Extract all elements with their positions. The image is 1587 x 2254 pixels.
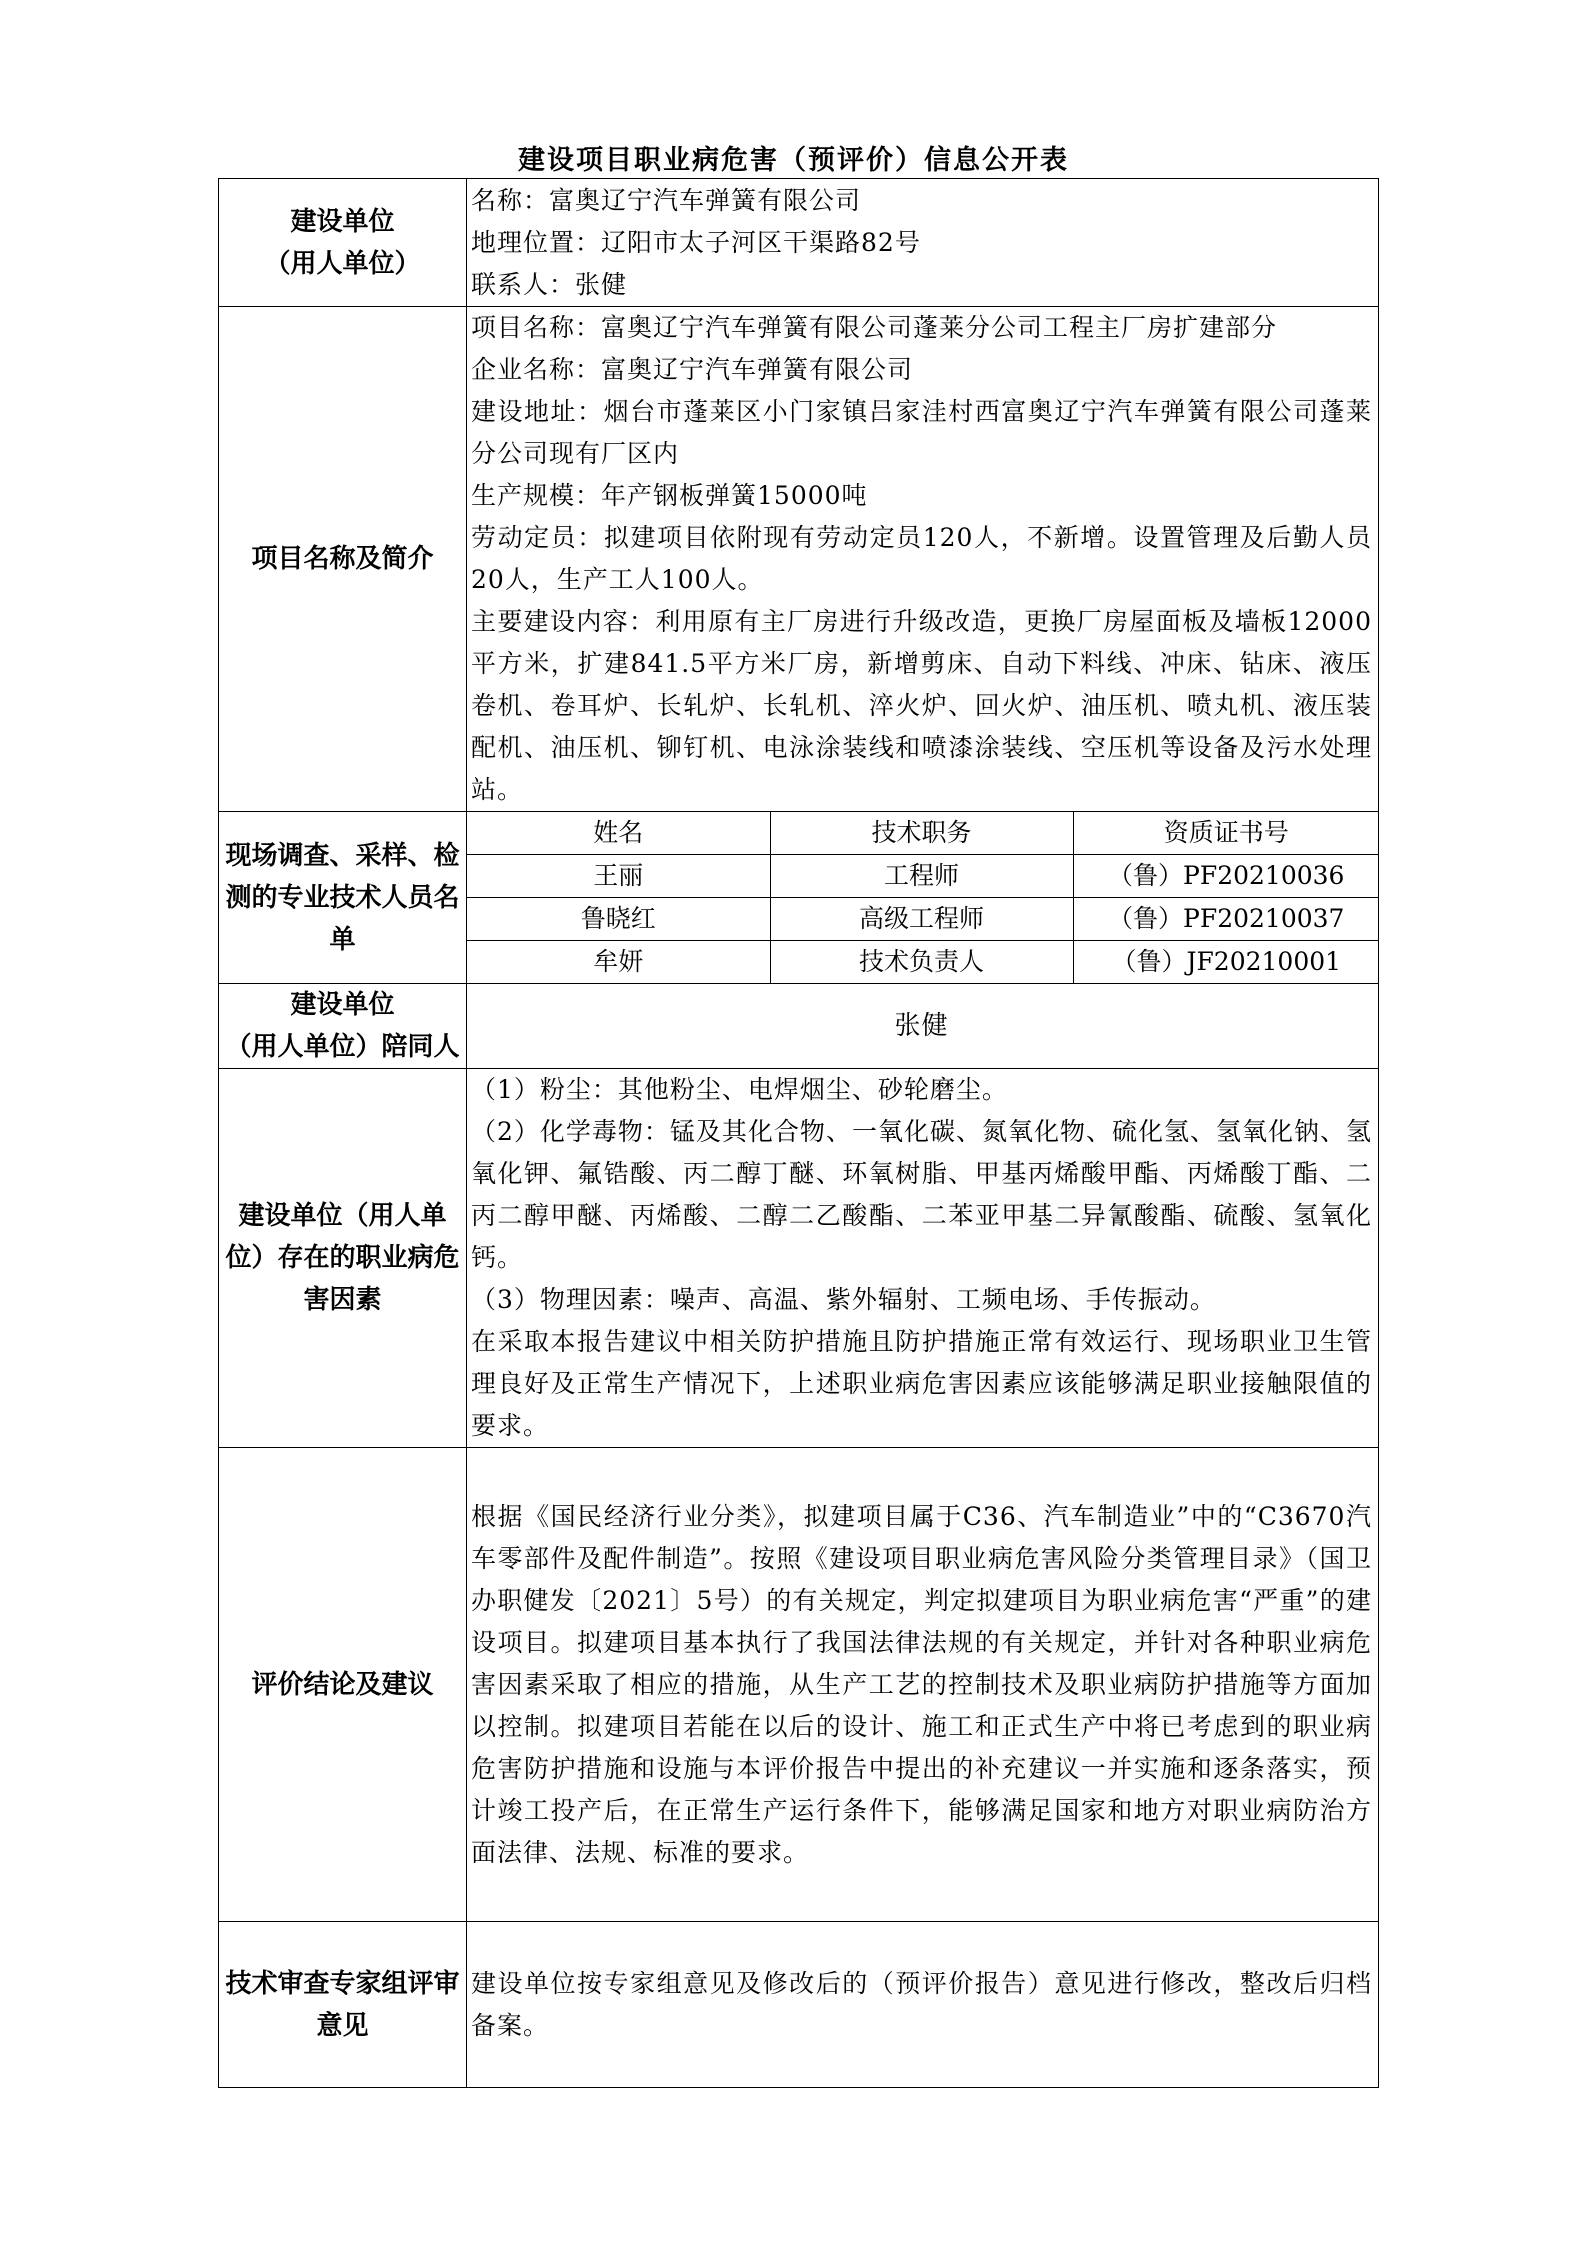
project-staffing: 劳动定员：拟建项目依附现有劳动定员120人，不新增。设置管理及后勤人员20人，生产工人100人。 <box>471 523 1372 594</box>
project-content: 主要建设内容：利用原有主厂房进行升级改造，更换厂房屋面板及墙板12000平方米，扩建841.5平方米厂房，新增剪床、自动下料线、冲床、钻床、液压卷机、卷耳炉、长轧炉、长轧机、淬火炉、回火炉、油压机、喷丸机、液压装配机、油压机、铆钉机、电泳涂装线和喷漆涂装线、空压机等设备及污水处理站。 <box>471 607 1372 804</box>
project-company: 企业名称：富奥辽宁汽车弹簧有限公司 <box>471 355 914 384</box>
conclusion-paragraph: 根据《国民经济行业分类》，拟建项目属于C36、汽车制造业”中的“C3670汽车零部件及配件制造”。按照《建设项目职业病危害风险分类管理目录》（国卫办职健发〔2021〕5号）的有关规定，判定拟建项目为职业病危害“严重”的建设项目。拟建项目基本执行了我国法律法规的有关规定，并针对各种职业病危害因素采取了相应的措施，从生产工艺的控制技术及职业病防护措施等方面加以控制。拟建项目若能在以后的设计、施工和正式生产中将已考虑到的职业病危害防护措施和设施与本评价报告中提出的补充建议一并实施和逐条落实，预计竣工投产后，在正常生产运行条件下，能够满足国家和地方对职业病防治方面法律、法规、标准的要求。 <box>471 1501 1372 1867</box>
staff-row <box>467 898 1379 941</box>
row-project <box>219 307 1379 812</box>
staff-row <box>467 941 1379 984</box>
row-construction-unit <box>219 179 1379 307</box>
label-hazards: 建设单位（用人单位）存在的职业病危害因素 <box>219 1069 467 1448</box>
staff-header-title: 技术职务 <box>770 812 1073 855</box>
staff-name: 王丽 <box>467 855 770 898</box>
staff-table <box>467 812 1379 983</box>
hazard-note: 在采取本报告建议中相关防护措施且防护措施正常有效运行、现场职业卫生管理良好及正常生产情况下，上述职业病危害因素应该能够满足职业接触限值的要求。 <box>471 1327 1372 1440</box>
label-line: （用人单位） <box>264 248 421 279</box>
row-conclusion <box>219 1448 1379 1922</box>
staff-header-name: 姓名 <box>467 812 770 855</box>
conclusion-text <box>467 1448 1379 1922</box>
hazard-dust: （1）粉尘：其他粉尘、电焊烟尘、砂轮磨尘。 <box>471 1075 1008 1104</box>
staff-title: 工程师 <box>770 855 1073 898</box>
hazards-info <box>467 1069 1379 1448</box>
escort-name: 张健 <box>467 984 1379 1069</box>
project-address: 建设地址：烟台市蓬莱区小门家镇吕家洼村西富奥辽宁汽车弹簧有限公司蓬莱分公司现有厂区内 <box>471 397 1372 468</box>
staff-cert: （鲁）PF20210037 <box>1073 898 1379 941</box>
staff-row <box>467 855 1379 898</box>
project-name: 项目名称：富奥辽宁汽车弹簧有限公司蓬莱分公司工程主厂房扩建部分 <box>471 313 1278 342</box>
staff-name: 鲁晓红 <box>467 898 770 941</box>
unit-name: 名称：富奥辽宁汽车弹簧有限公司 <box>471 185 862 215</box>
staff-cert: （鲁）PF20210036 <box>1073 855 1379 898</box>
row-staff <box>219 812 1379 984</box>
label-line: （用人单位）陪同人 <box>225 1032 460 1062</box>
review-paragraph: 建设单位按专家组意见及修改后的（预评价报告）意见进行修改，整改后归档备案。 <box>471 1968 1372 2040</box>
staff-header-cert: 资质证书号 <box>1073 812 1379 855</box>
label-line: 建设单位 <box>290 206 395 237</box>
label-conclusion: 评价结论及建议 <box>219 1448 467 1922</box>
page-title: 建设项目职业病危害（预评价）信息公开表 <box>518 145 1069 176</box>
info-table <box>218 178 1379 2088</box>
unit-location: 地理位置：辽阳市太子河区干渠路82号 <box>471 227 921 257</box>
unit-contact: 联系人：张健 <box>471 269 628 299</box>
staff-title: 高级工程师 <box>770 898 1073 941</box>
project-scale: 生产规模：年产钢板弹簧15000吨 <box>471 481 868 510</box>
hazard-physical: （3）物理因素：噪声、高温、紫外辐射、工频电场、手传振动。 <box>471 1285 1216 1314</box>
construction-unit-info <box>467 179 1379 307</box>
label-project: 项目名称及简介 <box>219 307 467 812</box>
review-text <box>467 1922 1379 2088</box>
project-info <box>467 307 1379 812</box>
label-staff: 现场调查、采样、检测的专业技术人员名单 <box>219 812 467 984</box>
staff-header-row <box>467 812 1379 855</box>
row-hazards <box>219 1069 1379 1448</box>
row-escort <box>219 984 1379 1069</box>
hazard-chemical: （2）化学毒物：锰及其化合物、一氧化碳、氮氧化物、硫化氢、氢氧化钠、氢氧化钾、氟锆酸、丙二醇丁醚、环氧树脂、甲基丙烯酸甲酯、丙烯酸丁酯、二丙二醇甲醚、丙烯酸、二醇二乙酸酯、二苯亚甲基二异氰酸酯、硫酸、氢氧化钙。 <box>471 1117 1372 1272</box>
staff-name: 牟妍 <box>467 941 770 984</box>
staff-cell <box>467 812 1379 984</box>
row-review <box>219 1922 1379 2088</box>
staff-cert: （鲁）JF20210001 <box>1073 941 1379 984</box>
label-line: 建设单位 <box>290 990 395 1020</box>
label-escort <box>219 984 467 1069</box>
label-construction-unit <box>219 179 467 307</box>
label-review: 技术审查专家组评审意见 <box>219 1922 467 2088</box>
staff-title: 技术负责人 <box>770 941 1073 984</box>
